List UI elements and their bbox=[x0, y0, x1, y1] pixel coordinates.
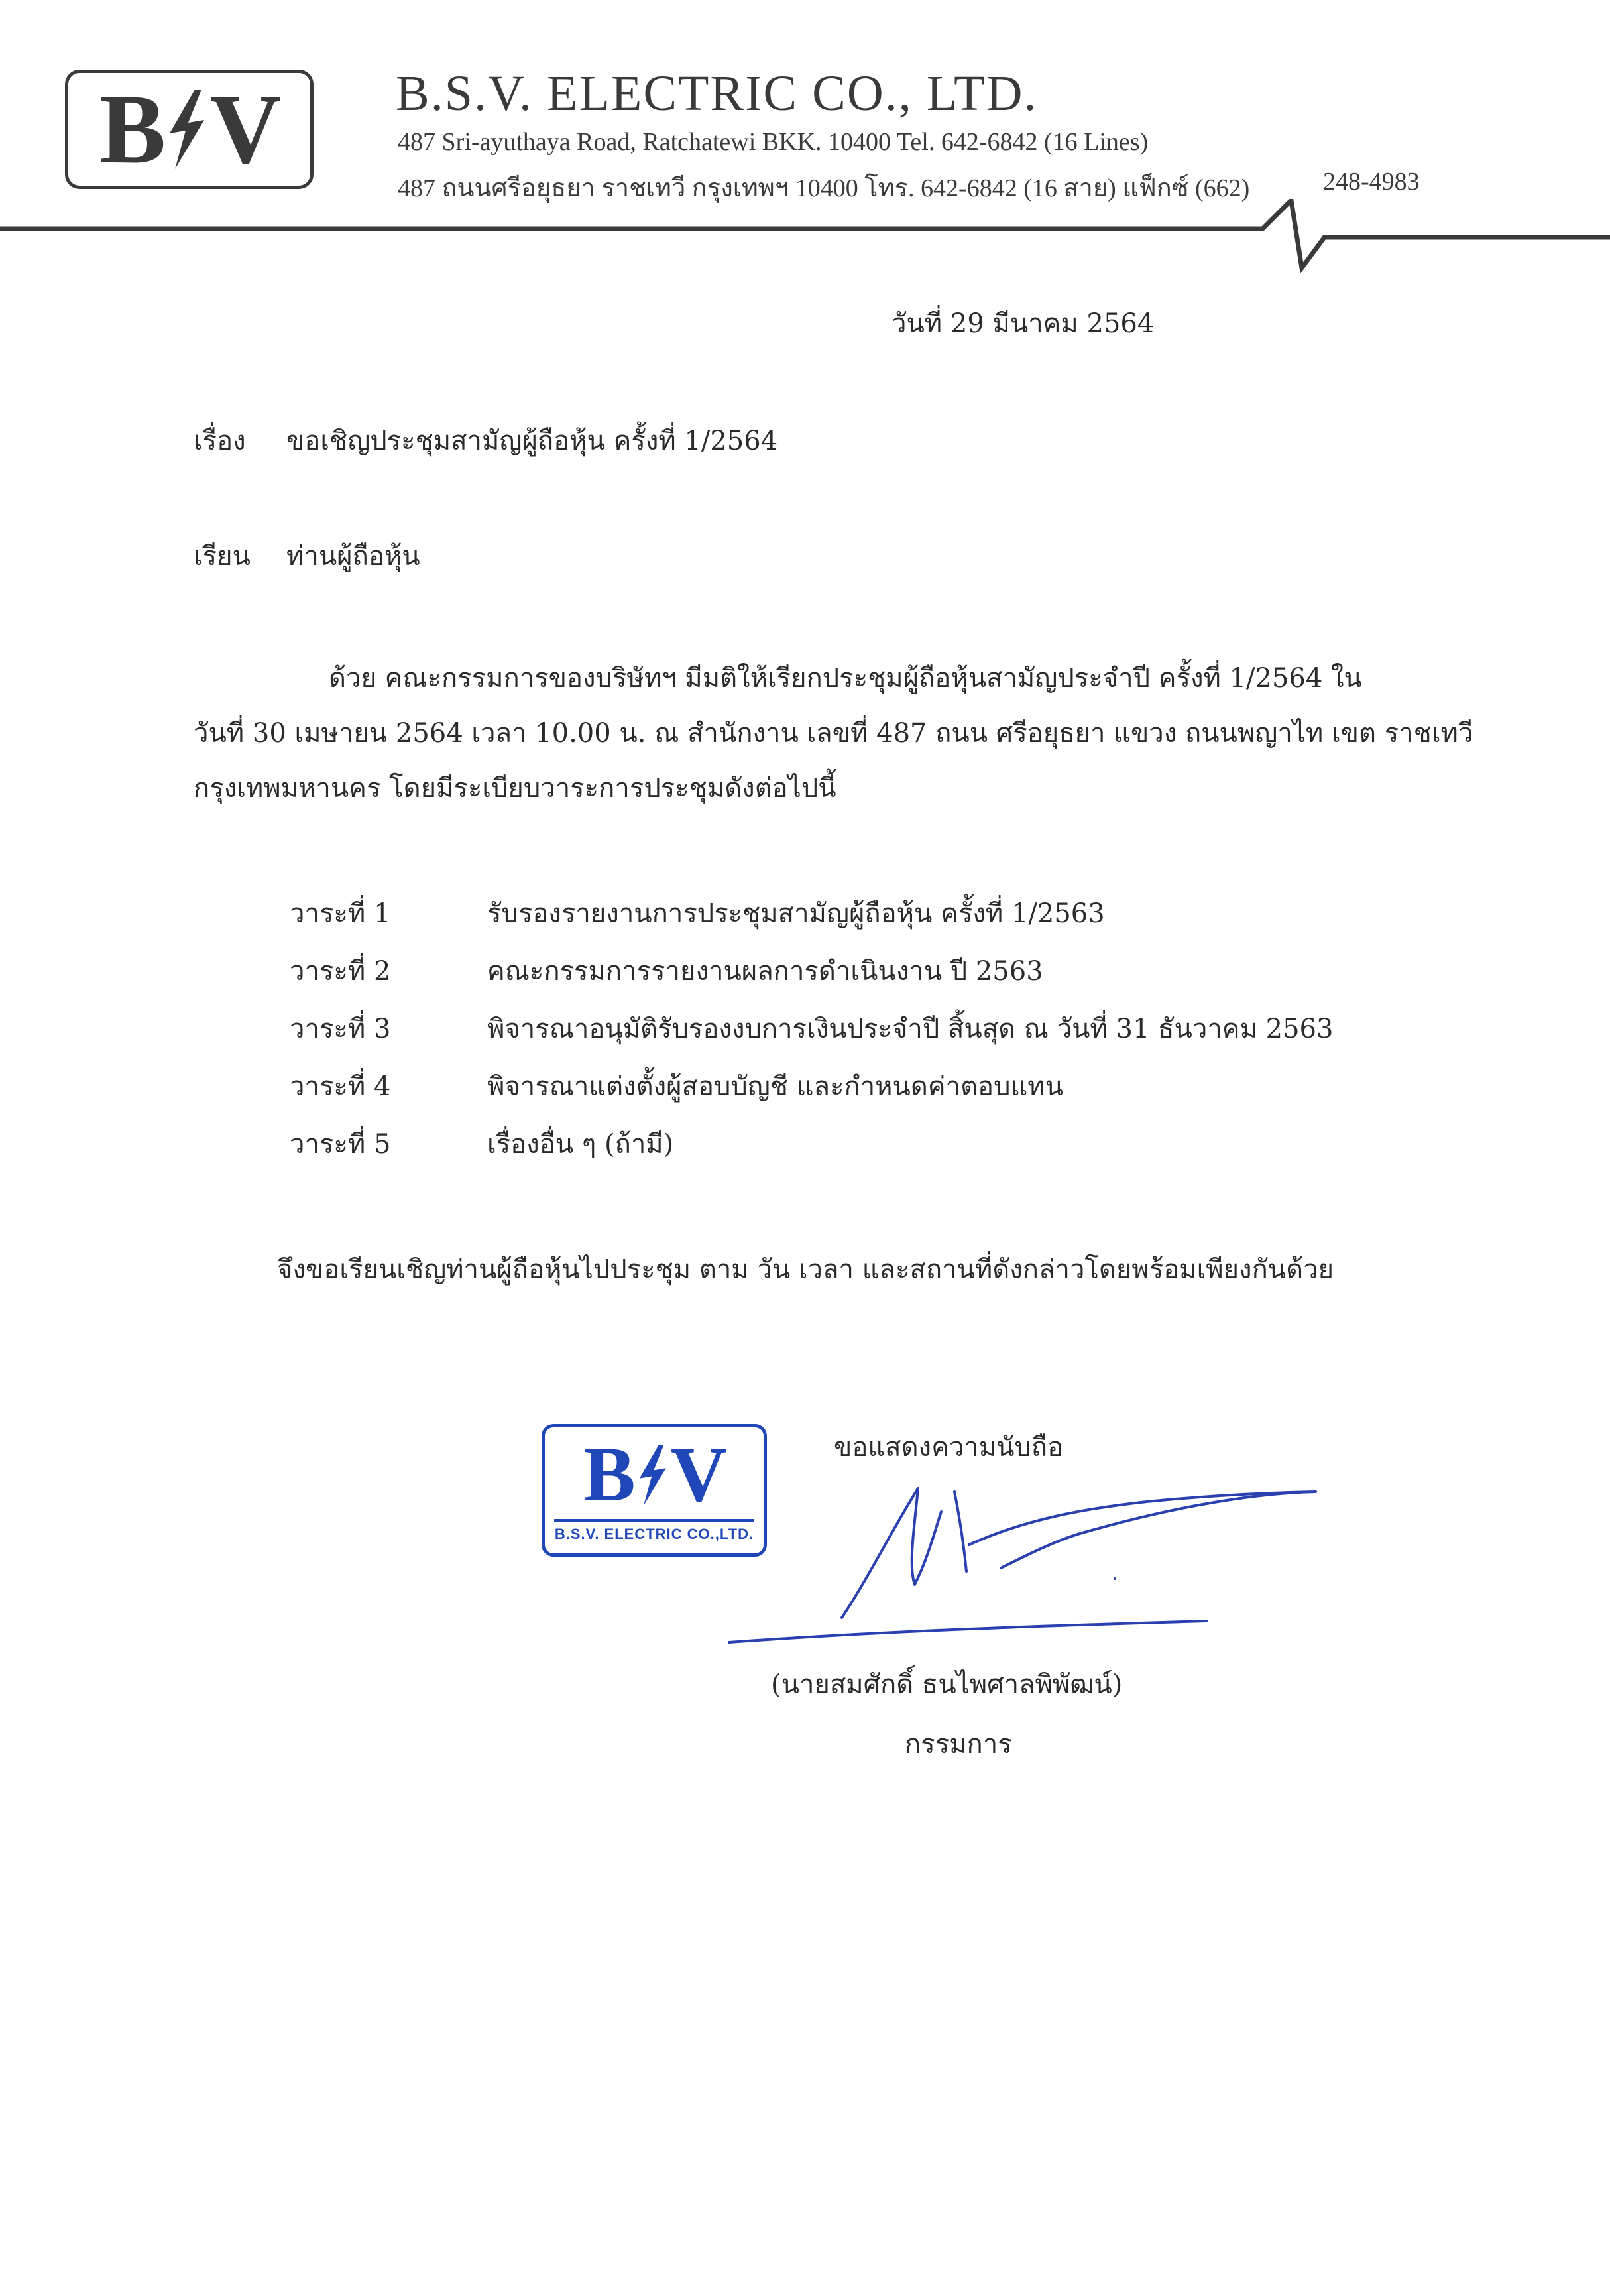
subject-label: เรื่อง bbox=[194, 426, 246, 456]
address-thai: 487 ถนนศรีอยุธยา ราชเทวี กรุงเทพฯ 10400 โทร. 642-6842 (16 สาย) แฟ็กซ์ (662) bbox=[398, 174, 1250, 202]
agenda-text-5: เรื่องอื่น ๆ (ถ้ามี) bbox=[487, 1129, 674, 1160]
agenda-label-5: วาระที่ 5 bbox=[290, 1129, 391, 1160]
closing-line: จึงขอเรียนเชิญท่านผู้ถือหุ้นไปประชุม ตาม วัน เวลา และสถานที่ดังกล่าวโดยพร้อมเพียงกันด้วย bbox=[277, 1254, 1334, 1285]
signatory-name: (นายสมศักดิ์ ธนไพศาลพิพัฒน์) bbox=[771, 1669, 1123, 1700]
agenda-label-1: วาระที่ 1 bbox=[290, 898, 391, 929]
fax-number: 248-4983 bbox=[1323, 168, 1420, 196]
company-name: B.S.V. ELECTRIC CO., LTD. bbox=[396, 66, 1038, 121]
body-line-1: ด้วย คณะกรรมการของบริษัทฯ มีมติให้เรียกประชุมผู้ถือหุ้นสามัญประจำปี ครั้งที่ 1/2564 ใน bbox=[329, 663, 1362, 694]
agenda-label-2: วาระที่ 2 bbox=[290, 956, 391, 987]
header-divider-line bbox=[0, 199, 1610, 278]
stamp-letter-v: V bbox=[670, 1431, 725, 1518]
body-line-3: กรุงเทพมหานคร โดยมีระเบียบวาระการประชุมดังต่อไปนี้ bbox=[194, 773, 836, 804]
recipient-text: ท่านผู้ถือหุ้น bbox=[286, 541, 420, 572]
handwritten-signature bbox=[716, 1452, 1352, 1658]
agenda-label-3: วาระที่ 3 bbox=[290, 1014, 391, 1044]
address-english: 487 Sri-ayuthaya Road, Ratchatewi BKK. 10400 Tel. 642-6842 (16 Lines) bbox=[398, 128, 1149, 156]
stamp-company-name: B.S.V. ELECTRIC CO.,LTD. bbox=[554, 1519, 754, 1543]
signatory-title: กรรมการ bbox=[905, 1729, 1012, 1760]
stamp-letter-b: B bbox=[583, 1431, 634, 1518]
stamp-lightning-icon bbox=[634, 1445, 671, 1506]
agenda-label-4: วาระที่ 4 bbox=[290, 1071, 391, 1102]
company-logo bbox=[65, 70, 314, 189]
agenda-text-3: พิจารณาอนุมัติรับรองงบการเงินประจำปี สิ้นสุด ณ วันที่ 31 ธันวาคม 2563 bbox=[487, 1014, 1334, 1044]
logo-letter-v: V bbox=[209, 74, 279, 184]
agenda-text-4: พิจารณาแต่งตั้งผู้สอบบัญชี และกำหนดค่าตอบแทน bbox=[487, 1071, 1063, 1102]
regards-text: ขอแสดงความนับถือ bbox=[834, 1432, 1064, 1463]
body-line-2: วันที่ 30 เมษายน 2564 เวลา 10.00 น. ณ สำนักงาน เลขที่ 487 ถนน ศรีอยุธยา แขวง ถนนพญาไท เขต ราชเทวี bbox=[194, 718, 1473, 749]
agenda-text-1: รับรองรายงานการประชุมสามัญผู้ถือหุ้น ครั้งที่ 1/2563 bbox=[487, 898, 1105, 929]
subject-text: ขอเชิญประชุมสามัญผู้ถือหุ้น ครั้งที่ 1/2564 bbox=[286, 426, 778, 456]
lightning-bolt-icon bbox=[163, 90, 209, 169]
letter-date: วันที่ 29 มีนาคม 2564 bbox=[891, 308, 1155, 339]
logo-letter-b: B bbox=[99, 74, 164, 184]
recipient-label: เรียน bbox=[194, 541, 251, 572]
agenda-text-2: คณะกรรมการรายงานผลการดำเนินงาน ปี 2563 bbox=[487, 956, 1043, 987]
